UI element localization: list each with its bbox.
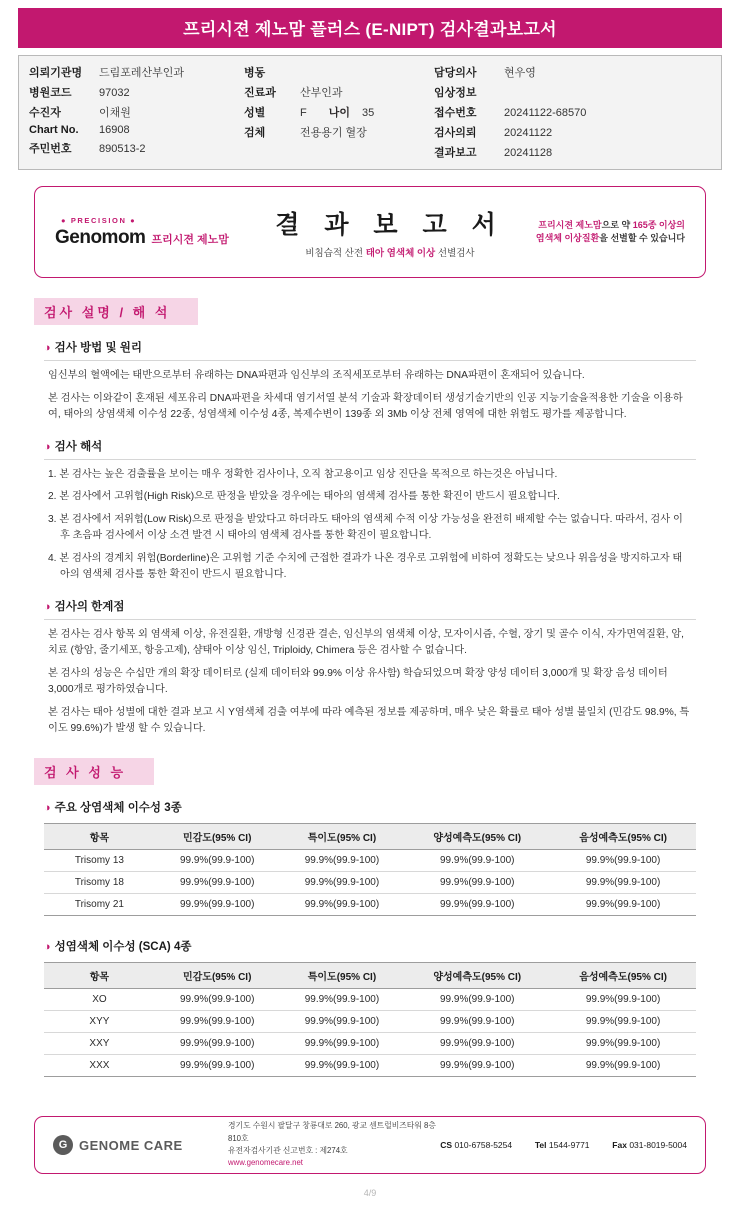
note-brand: 프리시젼 제노맘 <box>538 219 602 230</box>
section-header-performance: 검 사 성 능 <box>34 758 154 785</box>
table-cell: 99.9%(99.9-100) <box>404 871 550 893</box>
info-label: 의뢰기관명 <box>29 67 83 79</box>
performance-table-sca <box>44 962 696 1077</box>
subsection-limit-title <box>44 598 696 614</box>
table-cell: 99.9%(99.9-100) <box>550 1010 696 1032</box>
interpret-item: 1. 본 검사는 높은 검출률을 보이는 매우 정확한 검사이나, 오직 참고용이고 임상 진단을 목적으로 하는것은 아닙니다. <box>48 468 558 480</box>
report-subtitle <box>255 245 525 259</box>
table-cell: XO <box>44 988 155 1010</box>
table-cell: 99.9%(99.9-100) <box>404 988 550 1010</box>
info-label: 주민번호 <box>29 143 72 155</box>
table-cell: 99.9%(99.9-100) <box>280 1010 405 1032</box>
table-cell: 99.9%(99.9-100) <box>155 1032 280 1054</box>
info-row <box>434 104 704 120</box>
table-cell: 99.9%(99.9-100) <box>550 1054 696 1076</box>
info-label: 결과보고 <box>434 147 477 159</box>
table-cell: 99.9%(99.9-100) <box>550 893 696 915</box>
report-subtitle-highlight: 태아 염색체 이상 <box>365 248 436 259</box>
table-header-cell: 민감도(95% CI) <box>155 962 280 988</box>
bullet-icon: ◑ <box>44 801 51 814</box>
section-header-explain: 검사 설명 / 해 석 <box>34 298 198 325</box>
address-line-2: 유전자검사기관 신고번호 : 제274호 <box>228 1146 348 1155</box>
info-value: 97032 <box>99 87 130 99</box>
company-website-link[interactable]: www.genomecare.net <box>228 1158 303 1168</box>
table-cell: 99.9%(99.9-100) <box>280 849 405 871</box>
info-label: 검사의뢰 <box>434 127 477 139</box>
info-label: 접수번호 <box>434 107 477 119</box>
brand-logo <box>55 216 255 249</box>
interpret-body <box>48 467 692 584</box>
info-value: 20241122 <box>504 127 553 139</box>
info-value-age: 35 <box>362 107 375 119</box>
table-row <box>44 893 696 915</box>
report-subtitle-pre: 비침습적 산전 <box>305 248 366 259</box>
info-row <box>434 84 704 100</box>
brand-tagline: ● PRECISION ● <box>61 215 137 225</box>
table-cell: 99.9%(99.9-100) <box>155 893 280 915</box>
subsection-table1-label: 주요 상염색체 이수성 3종 <box>54 801 182 814</box>
info-value: 890513-2 <box>99 143 146 155</box>
limit-paragraph-1: 본 검사는 검사 항목 외 염색체 이상, 유전질환, 개방형 신경관 결손, 임신부의 염색체 이상, 모자이시즘, 수혈, 장기 및 골수 이식, 자가면역질환, 암, 치료 (항암, 줄기세포, 항응고제), 샴태아 이상 임신, Triploidy, Chimera 등은 검사할 수 없습니다. <box>48 628 685 657</box>
table-cell: Trisomy 18 <box>44 871 155 893</box>
subsection-method-label: 검사 방법 및 원리 <box>54 342 143 354</box>
info-label-age: 나이 <box>328 107 350 119</box>
info-value: 산부인과 <box>300 87 343 99</box>
report-header-band <box>34 186 706 278</box>
method-body <box>48 368 692 424</box>
table-header-cell: 민감도(95% CI) <box>155 823 280 849</box>
subsection-table1-title <box>44 799 696 815</box>
info-row <box>29 84 244 100</box>
table-header-cell: 항목 <box>44 823 155 849</box>
info-value: F <box>300 107 307 119</box>
report-page <box>0 8 740 1216</box>
table-cell: XXY <box>44 1032 155 1054</box>
table-cell: XYY <box>44 1010 155 1032</box>
genome-care-logo <box>53 1135 228 1155</box>
table-header-cell: 항목 <box>44 962 155 988</box>
info-row-gender-age <box>244 104 434 120</box>
bullet-icon: ◑ <box>44 600 51 613</box>
table-cell: 99.9%(99.9-100) <box>550 849 696 871</box>
table-cell: 99.9%(99.9-100) <box>404 849 550 871</box>
limit-paragraph-2: 본 검사의 성능은 수십만 개의 확장 데이터로 (실제 데이터와 99.9% 이상 유사함) 학습되었으며 확장 양성 데이터 3,000개 및 확장 음성 데이터 3,000개로 평가하였습니다. <box>48 667 668 696</box>
info-value: 20241128 <box>504 147 553 159</box>
table-row <box>44 1032 696 1054</box>
table-header-cell: 양성예측도(95% CI) <box>404 823 550 849</box>
genome-care-mark-icon: G <box>53 1135 73 1155</box>
patient-info-box <box>18 55 722 170</box>
info-value: 현우영 <box>504 67 536 79</box>
info-label: 병동 <box>244 67 266 79</box>
patient-info-column-2 <box>244 64 434 160</box>
report-subtitle-post: 선별검사 <box>435 248 475 259</box>
table-cell: 99.9%(99.9-100) <box>550 871 696 893</box>
note-count: 165종 이상의 <box>632 219 685 230</box>
fax-value: 031-8019-5004 <box>629 1140 687 1150</box>
divider <box>44 459 696 460</box>
method-paragraph-2: 본 검사는 이와같이 혼재된 세포유리 DNA파편을 차세대 염기서열 분석 기술과 확장데이터 생성기술기반의 인공 지능기술을적용한 기술을 이용하여, 태아의 상염색체 이수성 22종, 성염색체 이수성 4종, 복제수변이 139종 외 3Mb 이상 전체 영역에 대한 위험도 평가를 제공합니다. <box>48 392 683 421</box>
table-cell: Trisomy 21 <box>44 893 155 915</box>
interpret-item: 3. 본 검사에서 저위험(Low Risk)으로 판정을 받았다고 하더라도 태아의 염색체 수적 이상 가능성을 완전히 배제할 수는 없습니다. 따라서, 검사 이후 초음파 검사에서 이상 소견 발견 시 태아의 염색체 검사를 통한 확진이 필요합니다. <box>48 513 683 542</box>
table-cell: 99.9%(99.9-100) <box>404 1010 550 1032</box>
table-cell: 99.9%(99.9-100) <box>280 988 405 1010</box>
company-address <box>228 1120 440 1170</box>
cs-label: CS <box>440 1140 453 1150</box>
report-title-group <box>255 205 525 259</box>
table-cell: 99.9%(99.9-100) <box>280 871 405 893</box>
bullet-icon: ◑ <box>44 940 51 953</box>
note-mid: 으로 약 <box>601 219 633 230</box>
info-row <box>29 140 244 156</box>
page-number: 4/9 <box>363 1188 377 1198</box>
divider <box>44 360 696 361</box>
brand-name-korean: 프리시젼 제노맘 <box>151 233 229 246</box>
page-title: 프리시젼 제노맘 플러스 (E-NIPT) 검사결과보고서 <box>18 8 722 48</box>
info-row <box>244 84 434 100</box>
table-row <box>44 1010 696 1032</box>
subsection-interpret-title <box>44 438 696 454</box>
info-row <box>434 124 704 140</box>
subsection-method-title <box>44 339 696 355</box>
table-cell: 99.9%(99.9-100) <box>155 849 280 871</box>
info-label: 임상정보 <box>434 87 477 99</box>
tel-value: 1544-9771 <box>548 1140 590 1150</box>
brand-name: Genomom <box>55 226 146 248</box>
performance-table-1-wrap <box>44 823 696 916</box>
subsection-limit-label: 검사의 한계점 <box>54 600 125 613</box>
method-paragraph-1: 임신부의 혈액에는 태반으로부터 유래하는 DNA파편과 임신부의 조직세포로부터 유래하는 DNA파편이 혼재되어 있습니다. <box>48 370 585 381</box>
info-label: Chart No. <box>29 124 79 136</box>
table-header-cell: 음성예측도(95% CI) <box>550 962 696 988</box>
info-value: 이채원 <box>99 107 131 119</box>
table-cell: 99.9%(99.9-100) <box>404 893 550 915</box>
table-cell: XXX <box>44 1054 155 1076</box>
table-row <box>44 871 696 893</box>
subsection-table2-label: 성염색체 이수성 (SCA) 4종 <box>54 940 192 953</box>
contact-info <box>440 1140 687 1150</box>
interpret-item: 2. 본 검사에서 고위험(High Risk)으로 판정을 받았을 경우에는 태아의 염색체 검사를 통한 확진이 반드시 필요합니다. <box>48 491 560 503</box>
genome-care-name: GENOME CARE <box>79 1137 183 1153</box>
divider <box>44 619 696 620</box>
info-value: 전용용기 혈장 <box>300 127 367 139</box>
cs-value: 010-6758-5254 <box>454 1140 513 1150</box>
table-cell: 99.9%(99.9-100) <box>550 1032 696 1054</box>
interpret-item: 4. 본 검사의 경계치 위험(Borderline)은 고위험 기준 수치에 근접한 결과가 나온 경우로 고위험에 비하여 정확도는 낮으나 위음성을 방지하고자 태아의 염색체 검사를 통한 확진이 반드시 필요합니다. <box>48 552 683 581</box>
note-disease: 염색체 이상질환 <box>535 233 600 243</box>
table-cell: 99.9%(99.9-100) <box>155 1054 280 1076</box>
table-cell: 99.9%(99.9-100) <box>280 1054 405 1076</box>
table-header-row <box>44 823 696 849</box>
info-label: 병원코드 <box>29 87 72 99</box>
info-label: 담당의사 <box>434 67 477 79</box>
note-tail: 을 선별할 수 있습니다 <box>599 233 685 243</box>
section-header-explain-wrap <box>0 298 740 325</box>
info-row <box>29 64 244 80</box>
table-cell: 99.9%(99.9-100) <box>404 1054 550 1076</box>
info-label: 수진자 <box>29 107 61 119</box>
bullet-icon: ◑ <box>44 342 51 354</box>
table-cell: 99.9%(99.9-100) <box>280 893 405 915</box>
footer-box <box>34 1116 706 1174</box>
table-row <box>44 849 696 871</box>
info-row <box>244 124 434 140</box>
info-row <box>29 104 244 120</box>
info-label: 검체 <box>244 127 266 139</box>
table-cell: 99.9%(99.9-100) <box>155 1010 280 1032</box>
fax-label: Fax <box>612 1140 627 1150</box>
report-band-note <box>525 219 685 246</box>
tel-label: Tel <box>534 1140 547 1150</box>
performance-table-2-wrap <box>44 962 696 1077</box>
limit-body <box>48 627 692 738</box>
table-cell: 99.9%(99.9-100) <box>155 871 280 893</box>
table-header-cell: 음성예측도(95% CI) <box>550 823 696 849</box>
address-line-1: 경기도 수원시 팔달구 창룡대로 260, 광교 센트럴비즈타워 8층 810호 <box>228 1121 436 1143</box>
report-title: 결 과 보 고 서 <box>275 211 505 239</box>
table-cell: 99.9%(99.9-100) <box>280 1032 405 1054</box>
table-cell: 99.9%(99.9-100) <box>550 988 696 1010</box>
bullet-icon: ◑ <box>44 440 51 453</box>
table-header-cell: 특이도(95% CI) <box>280 823 405 849</box>
table-cell: Trisomy 13 <box>44 849 155 871</box>
subsection-interpret-label: 검사 해석 <box>54 440 103 453</box>
info-row <box>244 64 434 80</box>
table-header-row <box>44 962 696 988</box>
info-value: 드림포레산부인과 <box>99 67 185 79</box>
patient-info-column-3 <box>434 64 704 160</box>
table-cell: 99.9%(99.9-100) <box>155 988 280 1010</box>
table-cell: 99.9%(99.9-100) <box>404 1032 550 1054</box>
info-value: 20241122-68570 <box>504 107 587 119</box>
patient-info-column-1 <box>29 64 244 160</box>
section-header-performance-wrap <box>0 758 740 785</box>
table-header-cell: 양성예측도(95% CI) <box>404 962 550 988</box>
subsection-table2-title <box>44 938 696 954</box>
table-row <box>44 988 696 1010</box>
limit-paragraph-3: 본 검사는 태아 성별에 대한 결과 보고 시 Y염색체 검출 여부에 따라 예측된 정보를 제공하며, 매우 낮은 확률로 태아 성별 불일치 (민감도 98.9%, 특이도 99.6%)가 발생 할 수 있습니다. <box>48 706 690 735</box>
info-row <box>434 64 704 80</box>
table-header-cell: 특이도(95% CI) <box>280 962 405 988</box>
table-row <box>44 1054 696 1076</box>
info-label: 성별 <box>244 107 266 119</box>
info-row <box>29 124 244 136</box>
info-row <box>434 144 704 160</box>
info-label: 진료과 <box>244 87 276 99</box>
info-value: 16908 <box>99 124 130 136</box>
performance-table-autosomal <box>44 823 696 916</box>
